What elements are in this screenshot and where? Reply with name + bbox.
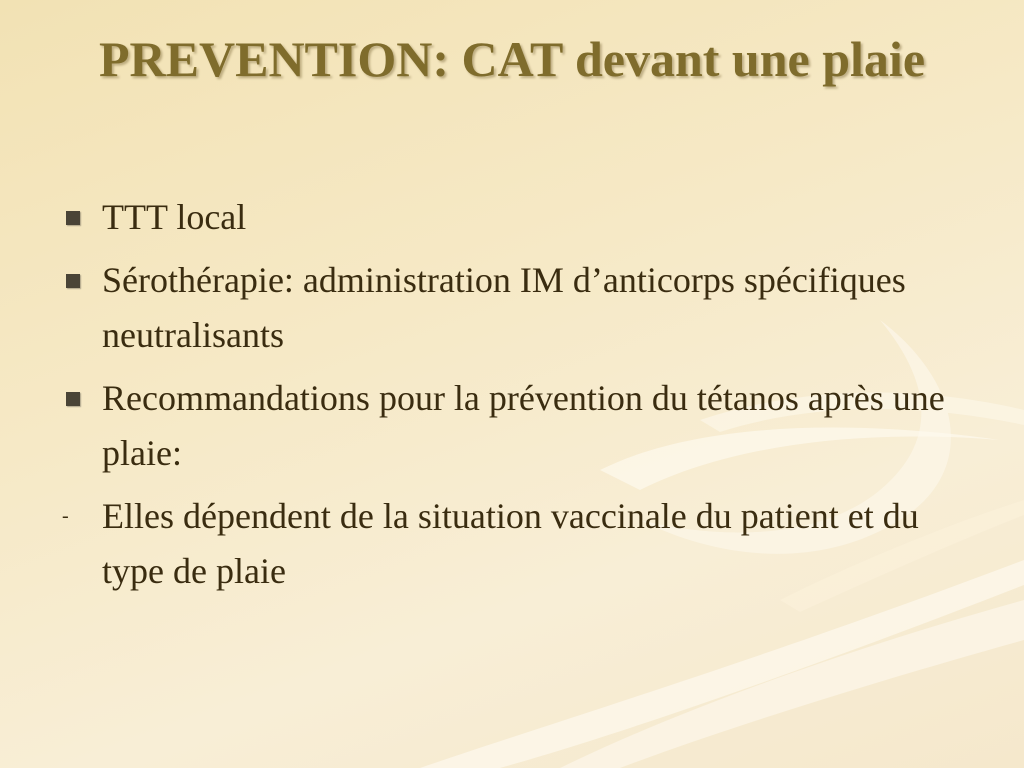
bullet-item	[62, 190, 982, 245]
square-bullet-icon	[66, 211, 80, 225]
bullet-text: Elles dépendent de la situation vaccinale du patient et du type de plaie	[102, 496, 919, 591]
bullet-text: Sérothérapie: administration IM d’anticorps spécifiques neutralisants	[102, 260, 906, 355]
bullet-text: Recommandations pour la prévention du tétanos après une plaie:	[102, 378, 945, 473]
square-bullet-icon	[66, 274, 80, 288]
square-bullet-icon	[66, 392, 80, 406]
bullet-item	[62, 371, 982, 481]
bullet-item	[62, 489, 982, 599]
bullet-text: TTT local	[102, 197, 247, 237]
bullet-list	[62, 190, 982, 607]
slide-title: PREVENTION: CAT devant une plaie	[98, 31, 926, 87]
bullet-item	[62, 253, 982, 363]
dash-bullet-icon: -	[62, 505, 69, 527]
